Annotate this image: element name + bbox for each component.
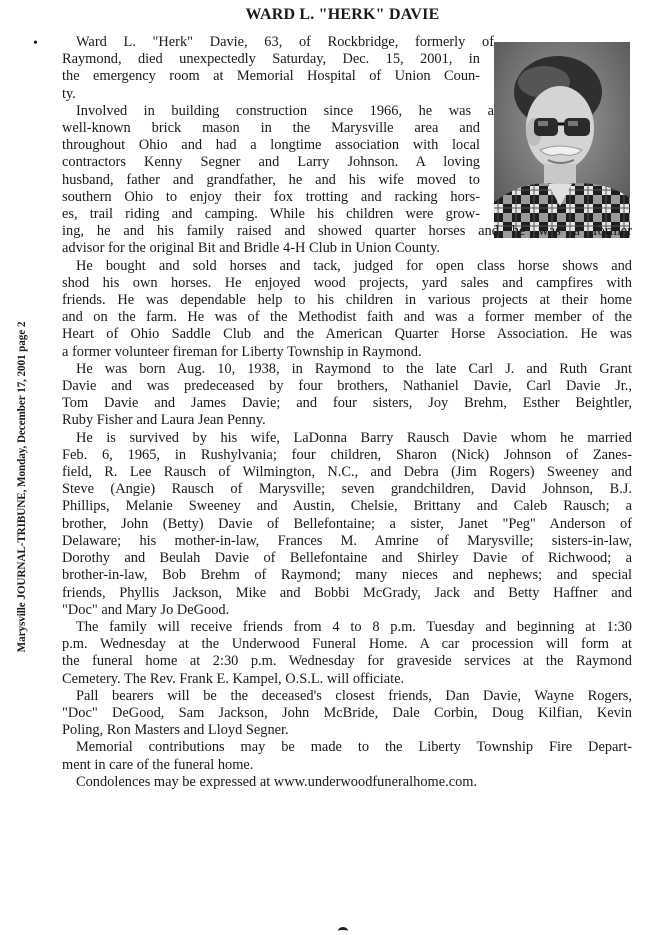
obituary-line: Ruby Fisher and Laura Jean Penny. [62,412,266,429]
obituary-line: Delaware; his mother-in-law, Frances M. Amrine of Marysville; sisters-in-law, [62,532,632,549]
obituary-line: advisor for the original Bit and Bridle 4-H Club in Union County. [62,240,440,257]
obituary-line: Memorial contributions may be made to the Liberty Township Fire Depart- [76,739,632,756]
obituary-line: He was born Aug. 10, 1938, in Raymond to the late Carl J. and Ruth Grant [76,360,632,377]
obituary-line: Tom Davie and James Davie; and four sisters, Joy Brehm, Esther Beightler, [62,395,632,412]
obituary-line: p.m. Wednesday at the Underwood Funeral Home. A car procession will form at [62,636,632,653]
obituary-line: Cemetery. The Rev. Frank E. Kampel, O.S.L. will officiate. [62,670,405,687]
obituary-line: Condolences may be expressed at www.underwoodfuneralhome.com. [76,773,478,790]
obituary-body [62,34,632,791]
obituary-line: He is survived by his wife, LaDonna Barry Rausch Davie whom he married [76,429,632,446]
obituary-line: southern Ohio to enjoy their fox trotting and racking hors- [62,188,480,205]
obituary-line: Feb. 6, 1965, in Rushylvania; four children, Sharon (Nick) Johnson of Zanes- [62,446,632,463]
obituary-line: friends, Phyllis Jackson, Mike and Bobbi McGrady, Jack and Betty Haffner and [62,584,632,601]
obituary-line: Dorothy and Beulah Davie of Bellefontaine and Shirley Davie of Richwood; a [62,550,632,567]
obituary-line: field, R. Lee Rausch of Wilmington, N.C., and Debra (Jim Rogers) Sweeney and [62,464,632,481]
obituary-line: The family will receive friends from 4 to 8 p.m. Tuesday and beginning at 1:30 [76,618,632,635]
obituary-line: well-known brick mason in the Marysville area and [62,120,480,137]
obituary-line: Davie and was predeceased by four brothers, Nathaniel Davie, Carl Davie Jr., [62,378,632,395]
page-corner-mark [338,927,348,935]
obituary-line: a former volunteer fireman for Liberty Township in Raymond. [62,343,422,360]
obituary-line: ing, he and his family raised and showed quarter horses and he was a former [62,223,632,240]
obituary-line: Heart of Ohio Saddle Club and the American Quarter Horse Association. He was [62,326,632,343]
obituary-line: throughout Ohio and had a longtime association with local [62,137,480,154]
obituary-line: brother-in-law, Bob Brehm of Raymond; many nieces and nephews; and special [62,567,632,584]
obituary-line: the emergency room at Memorial Hospital of Union Coun- [62,68,480,85]
obituary-line: Ward L. "Herk" Davie, 63, of Rockbridge, formerly of [76,34,494,50]
obituary-line: shod his own horses. He enjoyed wood projects, yard sales and campfires with [62,274,632,291]
obituary-line: He bought and sold horses and tack, judged for open class horse shows and [76,257,632,274]
obituary-line: brother, John (Betty) Davie of Bellefontaine; a sister, Janet "Peg" Anderson of [62,515,632,532]
obituary-line: contractors Kenny Segner and Larry Johnson. A loving [62,154,480,171]
obituary-line: Raymond, died unexpectedly Saturday, Dec. 15, 2001, in [62,51,480,68]
source-caption-text: Marysville JOURNAL-TRIBUNE, Monday, December 17, 2001 page 2 [16,321,28,653]
obituary-line: husband, father and grandfather, he and his wife moved to [62,171,480,188]
obituary-line: ment in care of the funeral home. [62,756,254,773]
obituary-line: Phillips, Melanie Sweeney and Austin, Chelsie, Brittany and Caleb Rausch; a [62,498,632,515]
obituary-line: Involved in building construction since 1966, he was a [76,102,494,119]
obituary-line: "Doc" and Mary Jo DeGood. [62,601,230,618]
obituary-line: the funeral home at 2:30 p.m. Wednesday for graveside services at the Raymond [62,653,632,670]
obituary-line: es, trail riding and camping. While his children were grow- [62,206,480,223]
obituary-line: Poling, Ron Masters and Lloyd Segner. [62,722,289,739]
obituary-line: "Doc" DeGood, Sam Jackson, John McBride, Dale Corbin, Doug Kilfian, Kevin [62,704,632,721]
bullet-mark: • [33,36,38,51]
obituary-line: and on the farm. He was of the Methodist faith and was a former member of the [62,309,632,326]
obituary-line: friends. He was dependable help to his children in various projects at their home [62,292,632,309]
obituary-line: ty. [62,85,76,102]
obituary-line: Pall bearers will be the deceased's closest friends, Dan Davie, Wayne Rogers, [76,687,632,704]
obituary-title: WARD L. "HERK" DAVIE [245,6,440,23]
obituary-line: Steve (Angie) Rausch of Marysville; seven grandchildren, David Johnson, B.J. [62,481,632,498]
